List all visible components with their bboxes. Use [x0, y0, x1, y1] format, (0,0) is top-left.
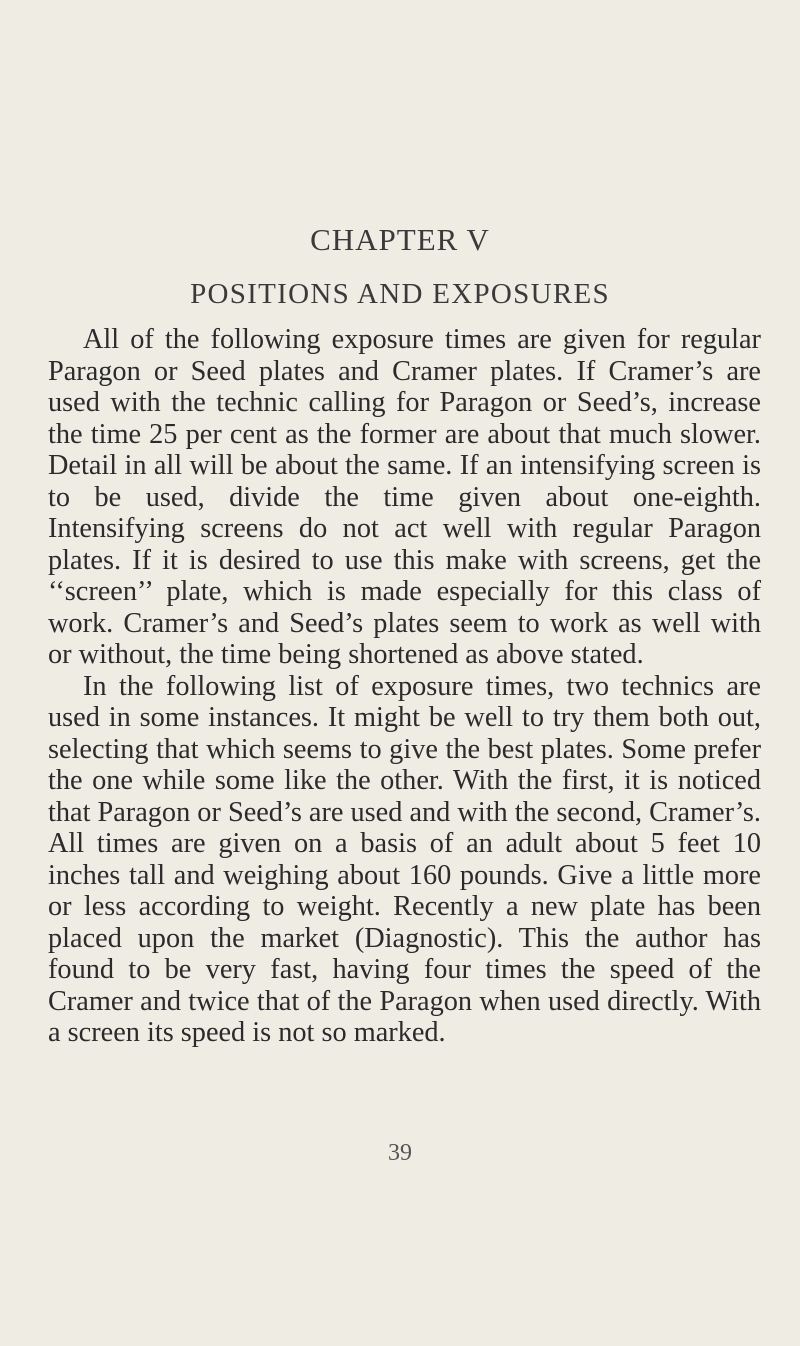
- page-number: 39: [388, 1140, 412, 1166]
- paragraph-1: All of the following exposure times are given for regular Paragon or Seed plates and Cramer plates. If Cramer’s are used with the technic calling for Paragon or Seed’s, increase the time 25 per cent as the former are about that much slower. Detail in all will be about the same. If an intensifying screen is to be used, divide the time given about one-eighth. Intensifying screens do not act well with regular Paragon plates. If it is desired to use this make with screens, get the ‘‘screen’’ plate, which is made especially for this class of work. Cramer’s and Seed’s plates seem to work as well with or without, the time being shortened as above stated.: [48, 324, 761, 670]
- chapter-title: POSITIONS AND EXPOSURES: [190, 278, 610, 310]
- body-text: [48, 324, 761, 1049]
- paragraph-2: In the following list of exposure times, two technics are used in some instances. It might be well to try them both out, selecting that which seems to give the best plates. Some prefer the one while some like the other. With the first, it is noticed that Paragon or Seed’s are used and with the second, Cramer’s. All times are given on a basis of an adult about 5 feet 10 inches tall and weighing about 160 pounds. Give a little more or less according to weight. Recently a new plate has been placed upon the market (Diagnostic). This the author has found to be very fast, having four times the speed of the Cramer and twice that of the Paragon when used directly. With a screen its speed is not so marked.: [48, 670, 761, 1048]
- chapter-heading: CHAPTER V: [310, 222, 490, 257]
